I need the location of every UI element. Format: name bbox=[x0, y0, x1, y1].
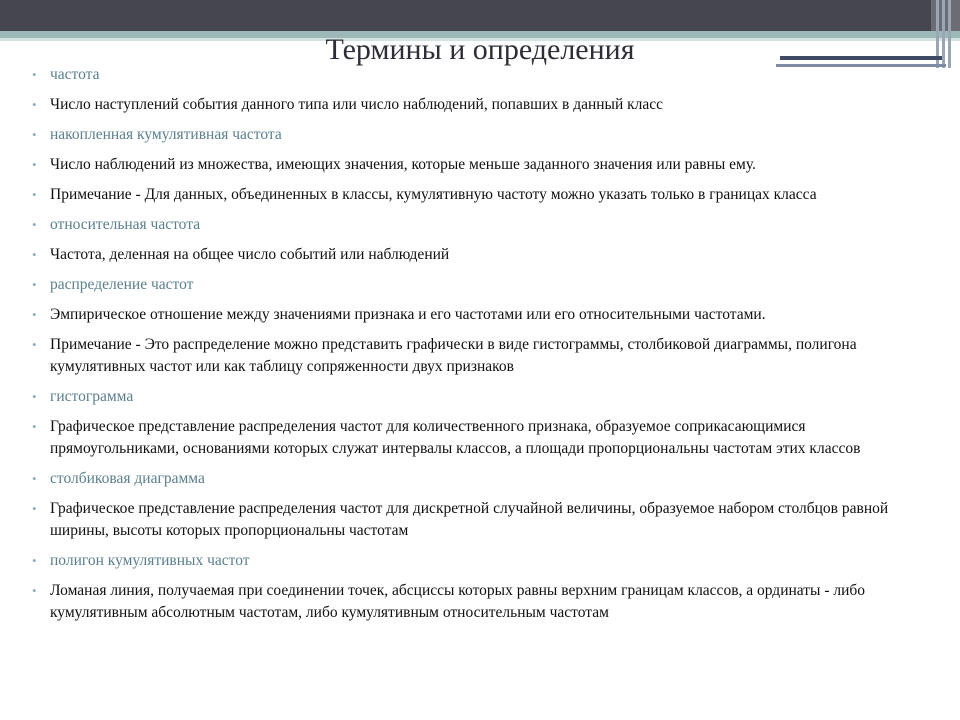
definition-text: Примечание - Это распределение можно представить графически в виде гистограммы, столбиковой диаграммы, полигона кумулятивных частот или как таблицу сопряженности двух признаков bbox=[50, 336, 857, 375]
bullet-icon: • bbox=[32, 501, 37, 516]
definition-text: Графическое представление распределения частот для количественного признака, образуемое соприкасающимися прямоугольниками, основаниями которых служат интервалы классов, а площади пропорциональны частотам этих классов bbox=[50, 418, 861, 457]
term-item bbox=[32, 214, 932, 236]
bullet-icon: • bbox=[32, 157, 37, 172]
bullet-icon: • bbox=[32, 553, 37, 568]
bullet-icon: • bbox=[32, 277, 37, 292]
term-text: гистограмма bbox=[50, 388, 134, 405]
bullet-icon: • bbox=[32, 187, 37, 202]
definition-text: Примечание - Для данных, объединенных в классы, кумулятивную частоту можно указать только в границах класса bbox=[50, 186, 817, 203]
definition-item bbox=[32, 580, 932, 624]
bullet-icon: • bbox=[32, 419, 37, 434]
bullet-icon: • bbox=[32, 337, 37, 352]
term-item bbox=[32, 386, 932, 408]
definition-text: Ломаная линия, получаемая при соединении точек, абсциссы которых равны верхним границам классов, а ординаты - либо кумулятивным абсолютным частотам, либо кумулятивным относительным частотам bbox=[50, 582, 866, 621]
definition-item bbox=[32, 154, 932, 176]
bullet-icon: • bbox=[32, 97, 37, 112]
slide-title: Термины и определения bbox=[325, 33, 635, 66]
definition-item bbox=[32, 184, 932, 206]
bullet-icon: • bbox=[32, 471, 37, 486]
definition-text: Графическое представление распределения частот для дискретной случайной величины, образуемое набором столбцов равной ширины, высоты которых пропорциональны частотам bbox=[50, 500, 889, 539]
bullet-icon: • bbox=[32, 389, 37, 404]
definition-text: Число наступлений события данного типа или число наблюдений, попавших в данный класс bbox=[50, 96, 664, 113]
definition-item bbox=[32, 498, 932, 542]
term-text: столбиковая диаграмма bbox=[50, 470, 205, 487]
term-text: частота bbox=[50, 66, 100, 83]
term-item bbox=[32, 64, 932, 86]
definition-item bbox=[32, 416, 932, 460]
term-text: относительная частота bbox=[50, 216, 201, 233]
definition-item bbox=[32, 334, 932, 378]
header-band bbox=[0, 0, 960, 31]
definition-item bbox=[32, 304, 932, 326]
term-item bbox=[32, 468, 932, 490]
bullet-icon: • bbox=[32, 67, 37, 82]
bullet-icon: • bbox=[32, 247, 37, 262]
term-item bbox=[32, 124, 932, 146]
term-item bbox=[32, 550, 932, 572]
definition-text: Число наблюдений из множества, имеющих значения, которые меньше заданного значения или равны ему. bbox=[50, 156, 756, 173]
term-text: накопленная кумулятивная частота bbox=[50, 126, 282, 143]
term-text: распределение частот bbox=[50, 276, 194, 293]
bullet-icon: • bbox=[32, 307, 37, 322]
bullet-icon: • bbox=[32, 217, 37, 232]
definition-item bbox=[32, 244, 932, 266]
term-item bbox=[32, 274, 932, 296]
definitions-list bbox=[32, 64, 932, 632]
definition-text: Эмпирическое отношение между значениями признака и его частотами или его относительными частотами. bbox=[50, 306, 766, 323]
bullet-icon: • bbox=[32, 127, 37, 142]
definition-item bbox=[32, 94, 932, 116]
bullet-icon: • bbox=[32, 583, 37, 598]
definition-text: Частота, деленная на общее число событий или наблюдений bbox=[50, 246, 450, 263]
term-text: полигон кумулятивных частот bbox=[50, 552, 250, 569]
